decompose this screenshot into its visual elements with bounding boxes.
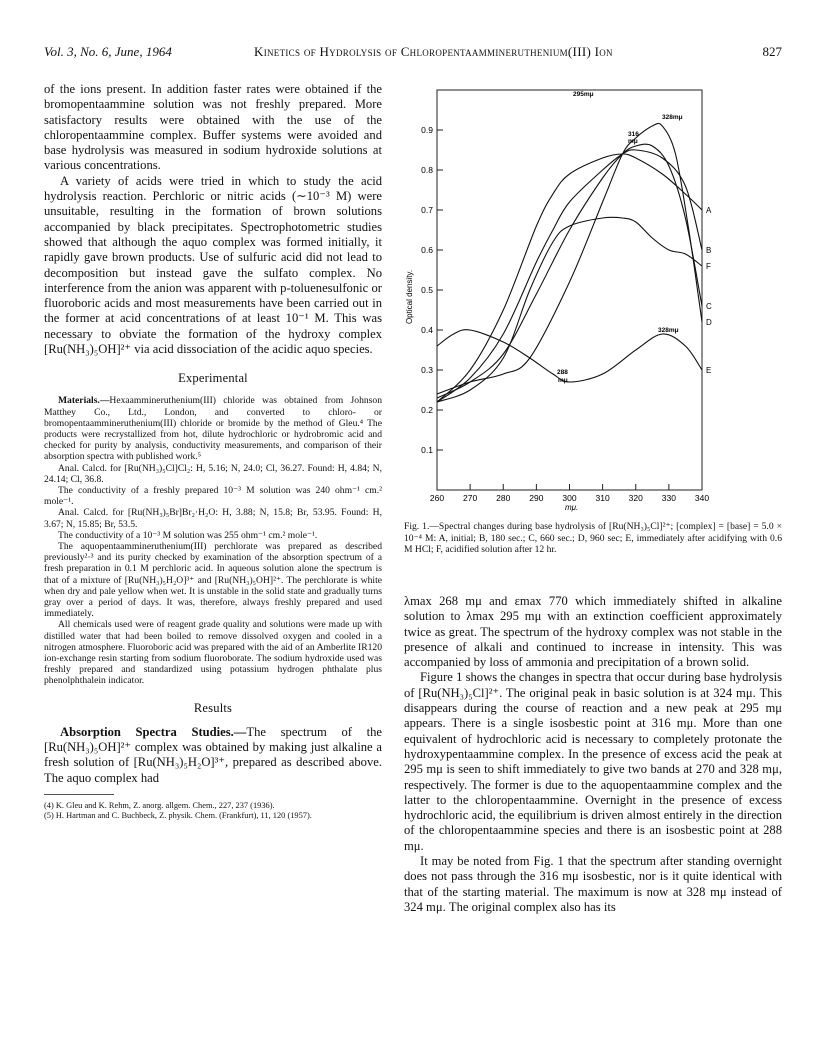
conductivity-2: The conductivity of a 10⁻³ M solution was 255 ohm⁻¹ cm.² mole⁻¹. [58,529,318,541]
curve-B [437,150,702,402]
right-column [404,594,782,915]
page-number: 827 [762,44,782,59]
conductivity-1: The conductivity of a freshly prepared 10⁻³ M solution was 240 ohm⁻¹ cm.² mole⁻¹. [44,484,382,508]
y-tick-label: 0.3 [421,365,433,375]
plot-frame [437,90,702,490]
materials-label: Materials.— [58,395,110,407]
y-tick-label: 0.2 [421,405,433,415]
curve-label-C: C [706,302,712,311]
annotation-316-unit: mμ [628,138,638,145]
curve-label-E: E [706,366,712,375]
y-tick-label: 0.8 [421,165,433,175]
absorption-label: Absorption Spectra Studies.— [60,724,247,739]
footnote-5: (5) H. Hartman and C. Buchbeck, Z. physik. Chem. (Frankfurt), 11, 120 (1957). [44,810,312,820]
curve-label-F: F [706,262,711,271]
curve-E [437,330,702,382]
footnote-rule [44,794,114,795]
chemicals-paragraph: All chemicals used were of reagent grade quality and solutions were made up with distilled water that had been boiled to remove dissolved oxygen and cooled in a nitrogen atmosphere. Fluoroboric acid was prepared with the aid of an Amberlite IR120 ion-exchange resin starting from sodium fluoroborate. The sodium hydroxide used was freshly prepared and standardized using potassium hydrogen phthalate plus phenolphthalein indicator. [44,619,382,687]
x-tick-label: 340 [694,493,710,503]
intro-paragraph-1: of the ions present. In addition faster rates were obtained if the bromopentaammine solution was not freshly prepared. More satisfactory results were obtained with the use of the chloropentaammine complex. Buffer systems were avoided and base hydrolysis was measured in sodium hydroxide solutions at various concentrations. [44,82,382,173]
absorption-paragraph [44,725,382,786]
y-tick-label: 0.6 [421,245,433,255]
chart-annotations [557,91,683,384]
annotation-328-lower: 328mμ [658,327,679,334]
x-axis-label: mμ. [565,503,579,512]
analysis-2: Anal. Calcd. for [Ru(NH₃)₅Br]Br₂·H₂O: H, 3.88; N, 15.8; Br, 53.95. Found: H, 3.67; N, 15.85; Br, 53.5. [44,507,382,530]
curve-A [437,154,702,402]
chart-axes [421,90,712,503]
y-tick-label: 0.1 [421,445,433,455]
left-column [44,82,382,821]
footnote-4: (4) K. Gleu and K. Rehm, Z. anorg. allgem. Chem., 227, 237 (1936). [44,800,275,810]
annotation-295: 295mμ [573,91,594,98]
experimental-heading: Experimental [178,371,248,386]
chart-curves [437,123,712,402]
curve-label-D: D [706,318,712,327]
curve-label-B: B [706,246,712,255]
curve-D [437,123,702,394]
curve-F [437,217,702,402]
spectrum-chart [400,82,790,514]
right-paragraph-1: λmax 268 mμ and εmax 770 which immediately shifted in alkaline solution to λmax 295 mμ with an extinction coefficient approximately twice as great. The spectrum of the hydroxy complex was not stable in the presence of alkali and continued to increase in intensity. This was accompanied by loss of ammonia and precipitation of a brown solid. [404,594,782,670]
y-tick-label: 0.4 [421,325,433,335]
intro-paragraph-2: A variety of acids were tried in which to study the acid hydrolysis reaction. Perchloric or nitric acids (∼10⁻³ M) were unsuitable, resulting in the formation of brown solutions accompanied by black precipitates. Spectrophotometric studies showed that although the aquo complex was formed initially, it rapidly gave brown products. Use of sulfuric acid did not lead to decomposition but instead gave the sulfato complex. No interference from the anion was apparent with p-toluenesulfonic or fluoroboric acids and most measurements have been carried out in the former at acid concentrations of at least 10⁻¹ M. This was necessary to obviate the formation of the hydroxy complex [Ru(NH₃)₅OH]²⁺ via acid dissociation of the acidic aquo species. [44,173,382,357]
x-tick-label: 260 [429,493,445,503]
y-tick-label: 0.5 [421,285,433,295]
x-tick-label: 270 [463,493,478,503]
materials-text: Hexaammineruthenium(III) chloride was obtained from Johnson Matthey Co., Ltd., London, and converted to chloro- or bromopentaammineruthenium(III) chloride or bromide by the method of Gleu.⁴ The products were recrystallized from hot, dilute hydrochloric or hydrobromic acid and checked for purity by analysis, conductivity measurements, and comparison of their absorption spectra with published work.⁵ [44,395,382,463]
annotation-328-top: 328mμ [662,114,683,121]
y-tick-label: 0.7 [421,205,433,215]
x-tick-label: 290 [529,493,544,503]
figure-caption: Fig. 1.—Spectral changes during base hydrolysis of [Ru(NH₃)₅Cl]²⁺; [complex] = [base] = 5.0 × 10⁻⁴ M: A, initial; B, 180 sec.; C, 660 sec.; D, 960 sec; E, immediately after acidifying with 0.6 M HCl; F, acidified solution after 12 hr. [404,521,782,555]
annotation-288: 288 [557,369,568,376]
curve-label-A: A [706,206,712,215]
journal-volume: Vol. 3, No. 6, June, 1964 [44,44,172,59]
x-tick-label: 330 [661,493,676,503]
absorption-text: The spectrum of the [Ru(NH₃)₅OH]²⁺ complex was obtained by making just alkaline a fresh solution of [Ru(NH₃)₅H₂O]³⁺, prepared as described above. The aquo complex had [44,724,382,785]
annotation-288-unit: mμ [558,377,568,384]
article-title: Kinetics of Hydrolysis of Chloropentaammineruthenium(III) Ion [254,44,613,59]
x-tick-label: 320 [628,493,643,503]
annotation-316: 316 [628,131,639,138]
materials-paragraph [44,395,382,462]
x-tick-label: 300 [562,493,577,503]
x-tick-label: 280 [496,493,511,503]
x-tick-label: 310 [595,493,610,503]
right-paragraph-3: It may be noted from Fig. 1 that the spectrum after standing overnight does not pass through the 316 mμ isosbestic, nor is it quite identical with that of the starting material. The maximum is now at 328 mμ instead of 324 mμ. The original complex also has its [404,854,782,914]
results-heading: Results [193,700,233,715]
aquo-paragraph: The aquopentaammineruthenium(III) perchlorate was prepared as described previously²·³ and its purity checked by examination of the absorption spectrum of a fresh preparation in 0.1 M perchloric acid. In aqueous solution alone the spectrum is that of a mixture of [Ru(NH₃)₅H₂O]³⁺ and [Ru(NH₃)₅OH]²⁺. The perchlorate is white when dry and pale yellow when wet. It is unstable in the solid state and gradually turns gray over a period of days. It was, therefore, always freshly prepared and used immediately. [44,540,382,620]
right-paragraph-2: Figure 1 shows the changes in spectra that occur during base hydrolysis of [Ru(NH₃)₅Cl]²⁺. The original peak in basic solution is at 324 mμ. This disappears during the course of reaction and a new peak at 295 mμ appears. There is a single isosbestic point at 316 mμ. More than one equivalent of hydrochloric acid is necessary to completely protonate the hydroxypentaammine complex. In the presence of excess acid the peak at 295 mμ is seen to shift immediately to give two bands at 270 and 328 mμ, respectively. The former is due to the aquopentaammine complex and the latter to the chloropentaammine. Overnight in the presence of excess hydrochloric acid, the equilibrium is driven almost entirely in the direction of the chloropentaammine species and there is an isosbestic point at 288 mμ. [404,670,782,853]
y-tick-label: 0.9 [421,125,433,135]
running-header [44,44,782,66]
y-axis-label: Optical density. [405,269,414,325]
analysis-1: Anal. Calcd. for [Ru(NH₃)₅Cl]Cl₂: H, 5.16; N, 24.0; Cl, 36.27. Found: H, 4.84; N, 24.14; Cl, 36.8. [44,462,382,485]
